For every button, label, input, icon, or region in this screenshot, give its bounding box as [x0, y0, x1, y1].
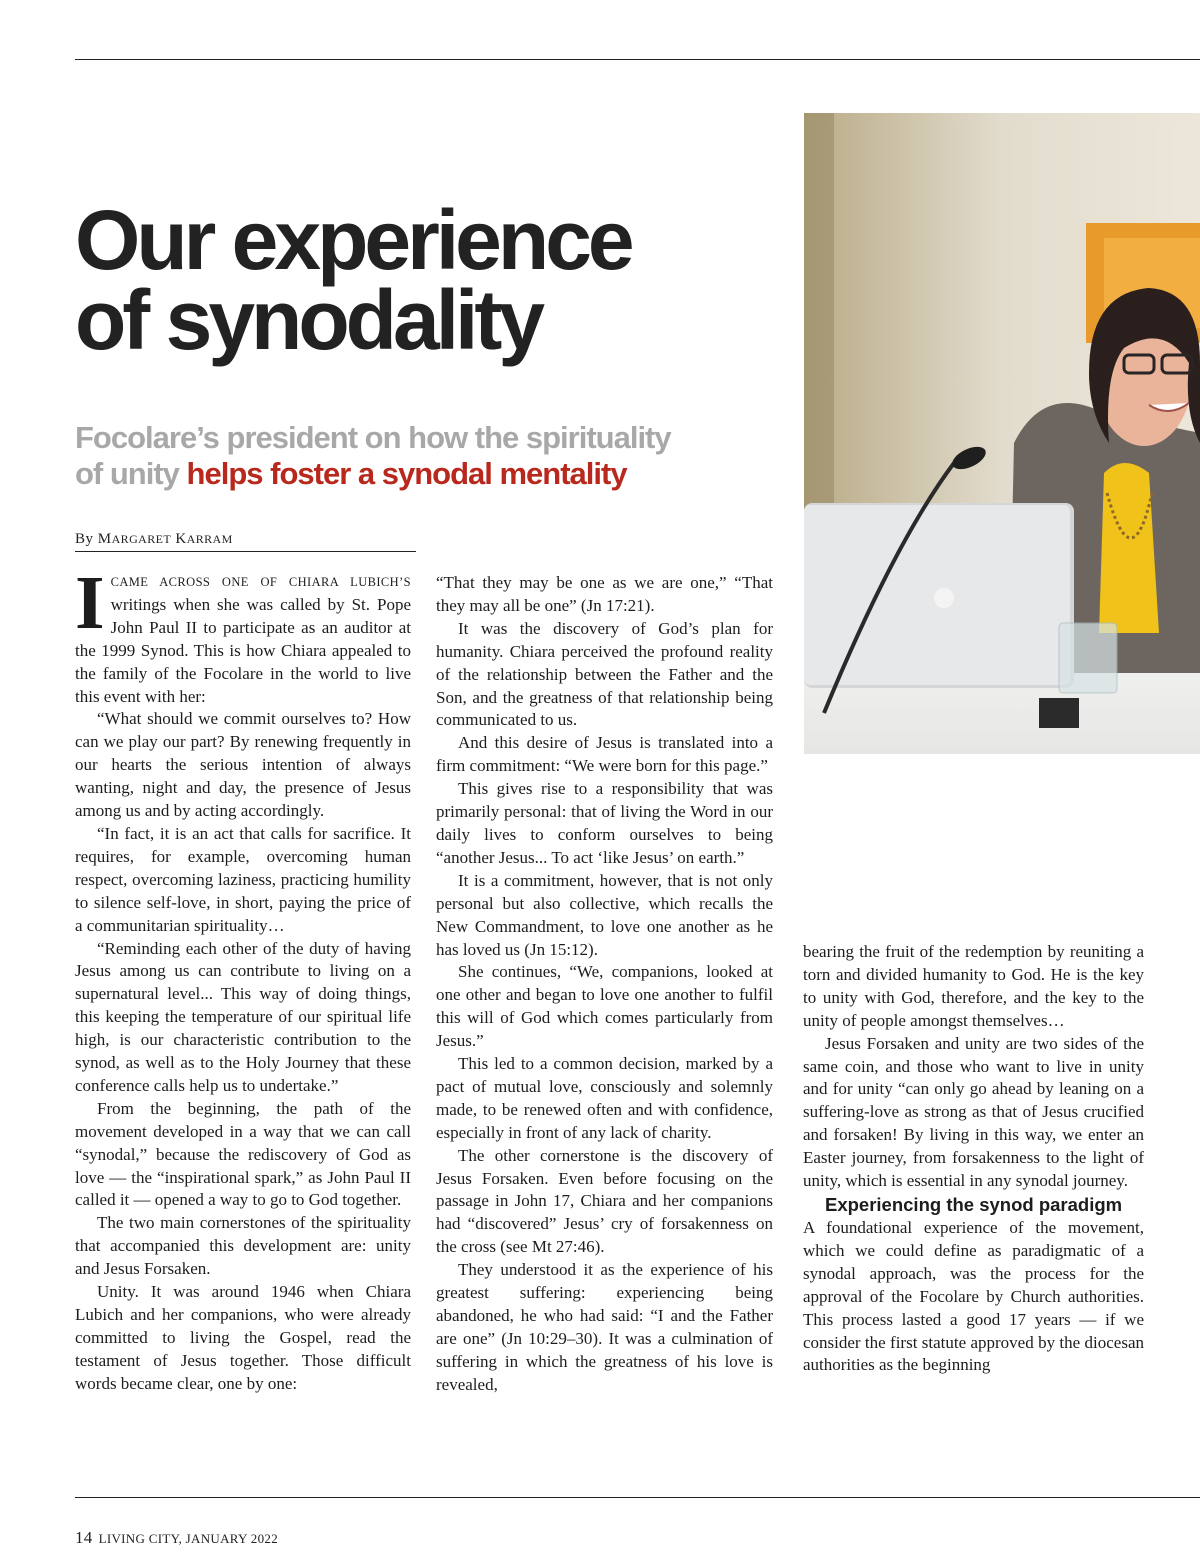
article-column-3 — [803, 941, 1144, 1377]
paragraph: They understood it as the experience of his greatest suffering: experiencing being abandoned, he who had said: “I and the Father are one” (Jn 10:29–30). It was a culmination of suffering in which the greatness of his love is revealed, — [436, 1260, 773, 1394]
byline-first-rest: ARGARET — [111, 532, 172, 546]
paragraph: This gives rise to a responsibility that was primarily personal: that of living the Word in our daily lives to conform ourselves to being “another Jesus... To act ‘like Jesus’ on earth.” — [436, 779, 773, 867]
section-heading: Experiencing the synod paradigm — [825, 1193, 1123, 1215]
paragraph: A foundational experience of the movement, which we could define as paradigmatic of a synodal approach, was the process for the approval of the Focolare by Church authorities. This process lasted a good 17 years — if we consider the first statute approved by the diocesan authorities as the beginning — [803, 1217, 1144, 1375]
paragraph: “What should we commit ourselves to? How can we play our part? By renewing frequently in our hearts the serious intention of always wanting, night and day, the presence of Jesus among us and by acting accordingly. — [75, 709, 411, 821]
page-number: 14 — [75, 1528, 93, 1547]
paragraph: Unity. It was around 1946 when Chiara Lubich and her companions, who were already committed to living the Gospel, read the testament of Jesus together. Those difficult words became clear, one by one: — [75, 1282, 411, 1393]
article-photo — [804, 113, 1200, 754]
subtitle-grey-1: Focolare’s president on how the spirituality — [75, 420, 671, 455]
paragraph: This led to a common decision, marked by a pact of mutual love, consciously and solemnly made, to be renewed often and with confidence, especially in front of any lack of charity. — [436, 1054, 773, 1142]
article-column-1 — [75, 561, 411, 1396]
paragraph: The two main cornerstones of the spirituality that accompanied this development are: unity and Jesus Forsaken. — [75, 1213, 411, 1279]
publication-info: LIVING CITY, JANUARY 2022 — [98, 1531, 278, 1546]
byline-last-initial: K — [175, 531, 187, 547]
paragraph: It was the discovery of God’s plan for humanity. Chiara perceived the profound reality of the relationship between the Father and the Son, and the greatness of that relationship being communicated to us. — [436, 618, 773, 730]
laptop-logo — [934, 588, 954, 608]
paragraph: And this desire of Jesus is translated into a firm commitment: “We were born for this page.” — [436, 733, 773, 776]
article-title — [75, 193, 795, 367]
paragraph: It is a commitment, however, that is not only personal but also collective, which recalls the New Commandment, to love one another as he has loved us (Jn 15:12). — [436, 870, 773, 959]
byline-last-rest: ARRAM — [186, 532, 233, 546]
subtitle-grey-2: of unity — [75, 456, 179, 491]
page-footer — [75, 1528, 278, 1548]
paragraph: Jesus Forsaken and unity are two sides of the same coin, and those who want to live in unity and for unity “can only go ahead by leaning on a suffering-love as strong as that of Jesus crucified and forsaken! By living in this way, we enter an Easter journey, from forsakenness to the light of unity, which is essential in any synodal journey. — [803, 1033, 1144, 1191]
paragraph — [75, 561, 411, 708]
title-line-2: of synodality — [75, 273, 542, 367]
lead-in-smallcaps: CAME ACROSS ONE OF CHIARA LUBICH’S — [110, 575, 411, 589]
paragraph: “In fact, it is an act that calls for sacrifice. It requires, for example, overcoming human respect, overcoming laziness, practicing humility to silence self-love, in short, paying the price of a communitarian spirituality… — [75, 823, 411, 935]
paragraph: “That they may be one as we are one,” “That they may all be one” (Jn 17:21). — [436, 573, 773, 615]
byline-first-initial: M — [97, 531, 112, 547]
cable-box — [1039, 698, 1079, 728]
paragraph: The other cornerstone is the discovery of Jesus Forsaken. Even before focusing on the passage in John 17, Chiara and her companions had “discovered” Jesus’ cry of forsakenness on the cross (see Mt 27:46). — [436, 1145, 773, 1257]
paragraph: bearing the fruit of the redemption by reuniting a torn and divided humanity to God. He is the key to unity with God, therefore, and the key to the unity of people amongst themselves… — [803, 942, 1144, 1030]
photo-illustration — [804, 113, 1200, 754]
paragraph: From the beginning, the path of the movement developed in a way that we can call “synodal,” because the rediscovery of God as love — the “inspirational spark,” as John Paul II called it — opened a way to go to God together. — [75, 1098, 411, 1210]
drop-cap: I — [75, 561, 105, 645]
byline — [75, 531, 416, 552]
title-line-1: Our experience — [75, 193, 631, 287]
subtitle-red: helps foster a synodal mentality — [186, 456, 627, 491]
water-glass — [1059, 623, 1117, 693]
article-subtitle — [75, 420, 775, 492]
byline-by: By — [75, 531, 94, 547]
article-column-2 — [436, 572, 773, 1397]
paragraph: “Reminding each other of the duty of having Jesus among us can contribute to living on a supernatural level... This way of doing things, this keeping the temperature of our spiritual life high, is our characteristic contribution to the synod, as well as to the Holy Journey that these conference calls help us to undertake.” — [75, 938, 411, 1095]
bottom-rule — [75, 1497, 1200, 1498]
top-rule — [75, 59, 1200, 60]
paragraph-text: writings when she was called by St. Pope John Paul II to participate as an auditor at the 1999 Synod. This is how Chiara appealed to the family of the Focolare in the world to live this event with her: — [75, 594, 411, 706]
paragraph: She continues, “We, companions, looked at one other and began to love one another to fulfil this will of God which comes particularly from Jesus.” — [436, 962, 773, 1051]
